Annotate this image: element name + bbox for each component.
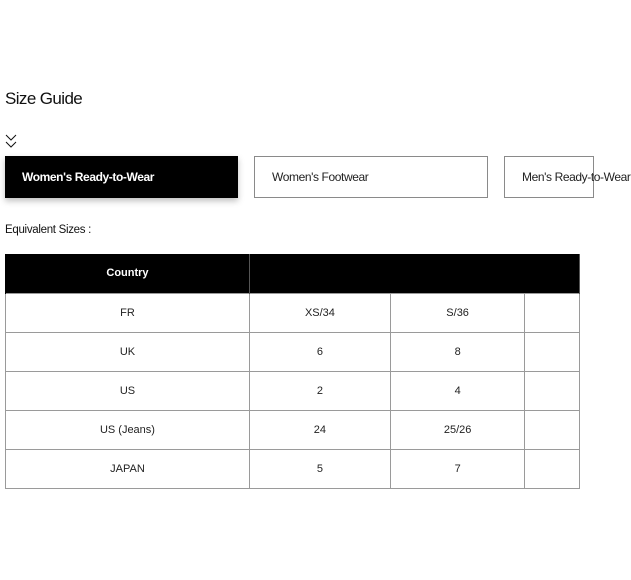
table-row [6,410,580,449]
page-title: Size Guide [5,89,83,108]
size-cell: 5 [249,449,390,488]
table-row [6,293,580,332]
size-cell: 24 [249,410,390,449]
country-cell: UK [6,332,250,371]
size-table [5,254,580,489]
size-cell: 8 [390,332,524,371]
table-row [6,332,580,371]
country-cell: FR [6,293,250,332]
tab-womens-footwear[interactable] [254,156,488,198]
size-cell [525,449,580,488]
table-header-row [6,254,580,293]
size-cell [525,293,580,332]
size-cell: S/36 [390,293,524,332]
tab-label: Women's Ready-to-Wear [22,170,155,184]
size-cell [525,371,580,410]
header-sizes [249,254,579,293]
tab-mens-ready-to-wear[interactable] [504,156,631,198]
country-cell: US (Jeans) [6,410,250,449]
table-row [6,371,580,410]
header-country: Country [6,254,250,293]
size-cell: XS/34 [249,293,390,332]
size-cell: 6 [249,332,390,371]
size-cell: 2 [249,371,390,410]
table-row [6,449,580,488]
tab-label: Men's Ready-to-Wear [522,170,631,184]
country-cell: JAPAN [6,449,250,488]
size-cell: 7 [390,449,524,488]
tab-womens-ready-to-wear[interactable] [5,156,238,198]
size-cell: 4 [390,371,524,410]
size-cell [525,410,580,449]
tab-label: Women's Footwear [272,170,369,184]
double-chevron-down-icon[interactable] [5,134,17,150]
equivalent-sizes-label: Equivalent Sizes : [5,224,92,236]
size-cell: 25/26 [390,410,524,449]
country-cell: US [6,371,250,410]
size-cell [525,332,580,371]
